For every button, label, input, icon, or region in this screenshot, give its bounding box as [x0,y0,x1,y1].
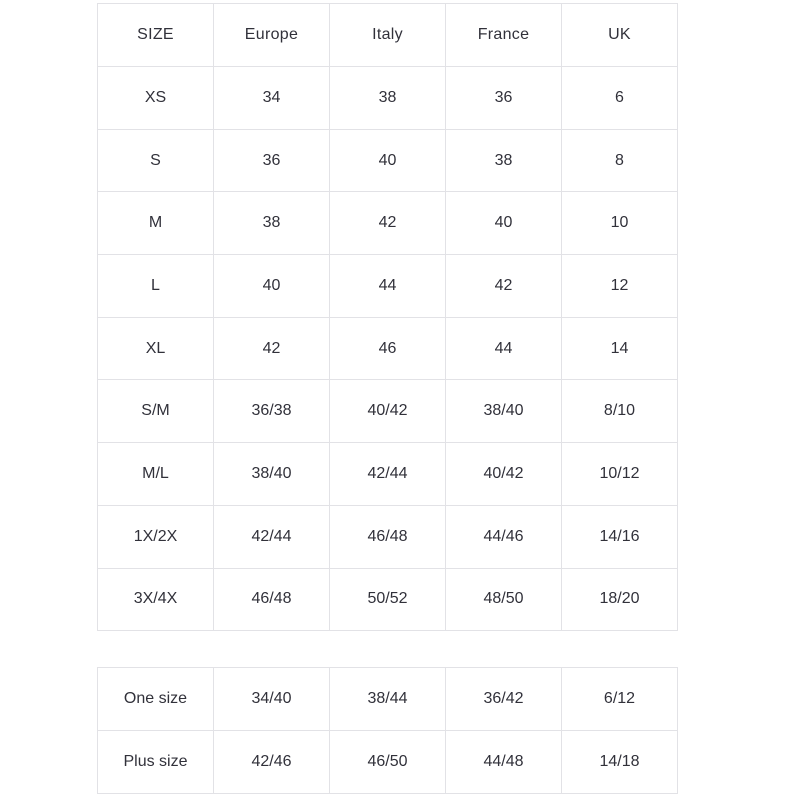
cell-europe: 42 [214,317,330,380]
cell-uk: 18/20 [562,568,678,631]
row-label: One size [98,668,214,731]
table-header-row [98,4,678,67]
cell-italy: 44 [330,255,446,318]
header-europe: Europe [214,4,330,67]
cell-france: 36/42 [446,668,562,731]
cell-europe: 34/40 [214,668,330,731]
cell-uk: 10 [562,192,678,255]
row-label: M [98,192,214,255]
main-size-table [97,3,678,631]
row-label: L [98,255,214,318]
cell-italy: 46/50 [330,731,446,794]
cell-europe: 40 [214,255,330,318]
cell-uk: 14/18 [562,731,678,794]
cell-france: 38/40 [446,380,562,443]
cell-europe: 34 [214,67,330,130]
cell-italy: 38 [330,67,446,130]
row-label: M/L [98,443,214,506]
cell-uk: 14/16 [562,505,678,568]
cell-europe: 42/44 [214,505,330,568]
cell-italy: 40 [330,129,446,192]
table-row [98,568,678,631]
secondary-size-table-container [97,667,677,794]
cell-europe: 46/48 [214,568,330,631]
cell-uk: 8 [562,129,678,192]
header-size: SIZE [98,4,214,67]
table-row [98,317,678,380]
secondary-size-table [97,667,678,794]
main-table-body [98,67,678,631]
cell-italy: 40/42 [330,380,446,443]
secondary-table-body [98,668,678,794]
cell-france: 44 [446,317,562,380]
row-label: S [98,129,214,192]
table-row [98,255,678,318]
cell-italy: 38/44 [330,668,446,731]
cell-uk: 14 [562,317,678,380]
table-row [98,129,678,192]
header-italy: Italy [330,4,446,67]
cell-italy: 42/44 [330,443,446,506]
cell-europe: 36 [214,129,330,192]
cell-uk: 8/10 [562,380,678,443]
row-label: 1X/2X [98,505,214,568]
cell-france: 38 [446,129,562,192]
cell-uk: 12 [562,255,678,318]
cell-europe: 36/38 [214,380,330,443]
header-uk: UK [562,4,678,67]
row-label: XL [98,317,214,380]
cell-france: 40 [446,192,562,255]
cell-italy: 46/48 [330,505,446,568]
cell-france: 40/42 [446,443,562,506]
cell-france: 36 [446,67,562,130]
cell-italy: 42 [330,192,446,255]
table-row [98,505,678,568]
main-size-table-container [97,3,677,631]
table-row [98,192,678,255]
cell-uk: 6 [562,67,678,130]
row-label: S/M [98,380,214,443]
cell-uk: 10/12 [562,443,678,506]
row-label: XS [98,67,214,130]
table-row [98,668,678,731]
cell-italy: 46 [330,317,446,380]
table-row [98,380,678,443]
header-france: France [446,4,562,67]
cell-europe: 42/46 [214,731,330,794]
cell-europe: 38 [214,192,330,255]
row-label: 3X/4X [98,568,214,631]
table-row [98,443,678,506]
row-label: Plus size [98,731,214,794]
cell-uk: 6/12 [562,668,678,731]
table-row [98,731,678,794]
cell-france: 48/50 [446,568,562,631]
table-row [98,67,678,130]
cell-italy: 50/52 [330,568,446,631]
cell-france: 44/48 [446,731,562,794]
main-table-header [98,4,678,67]
cell-france: 44/46 [446,505,562,568]
cell-france: 42 [446,255,562,318]
cell-europe: 38/40 [214,443,330,506]
